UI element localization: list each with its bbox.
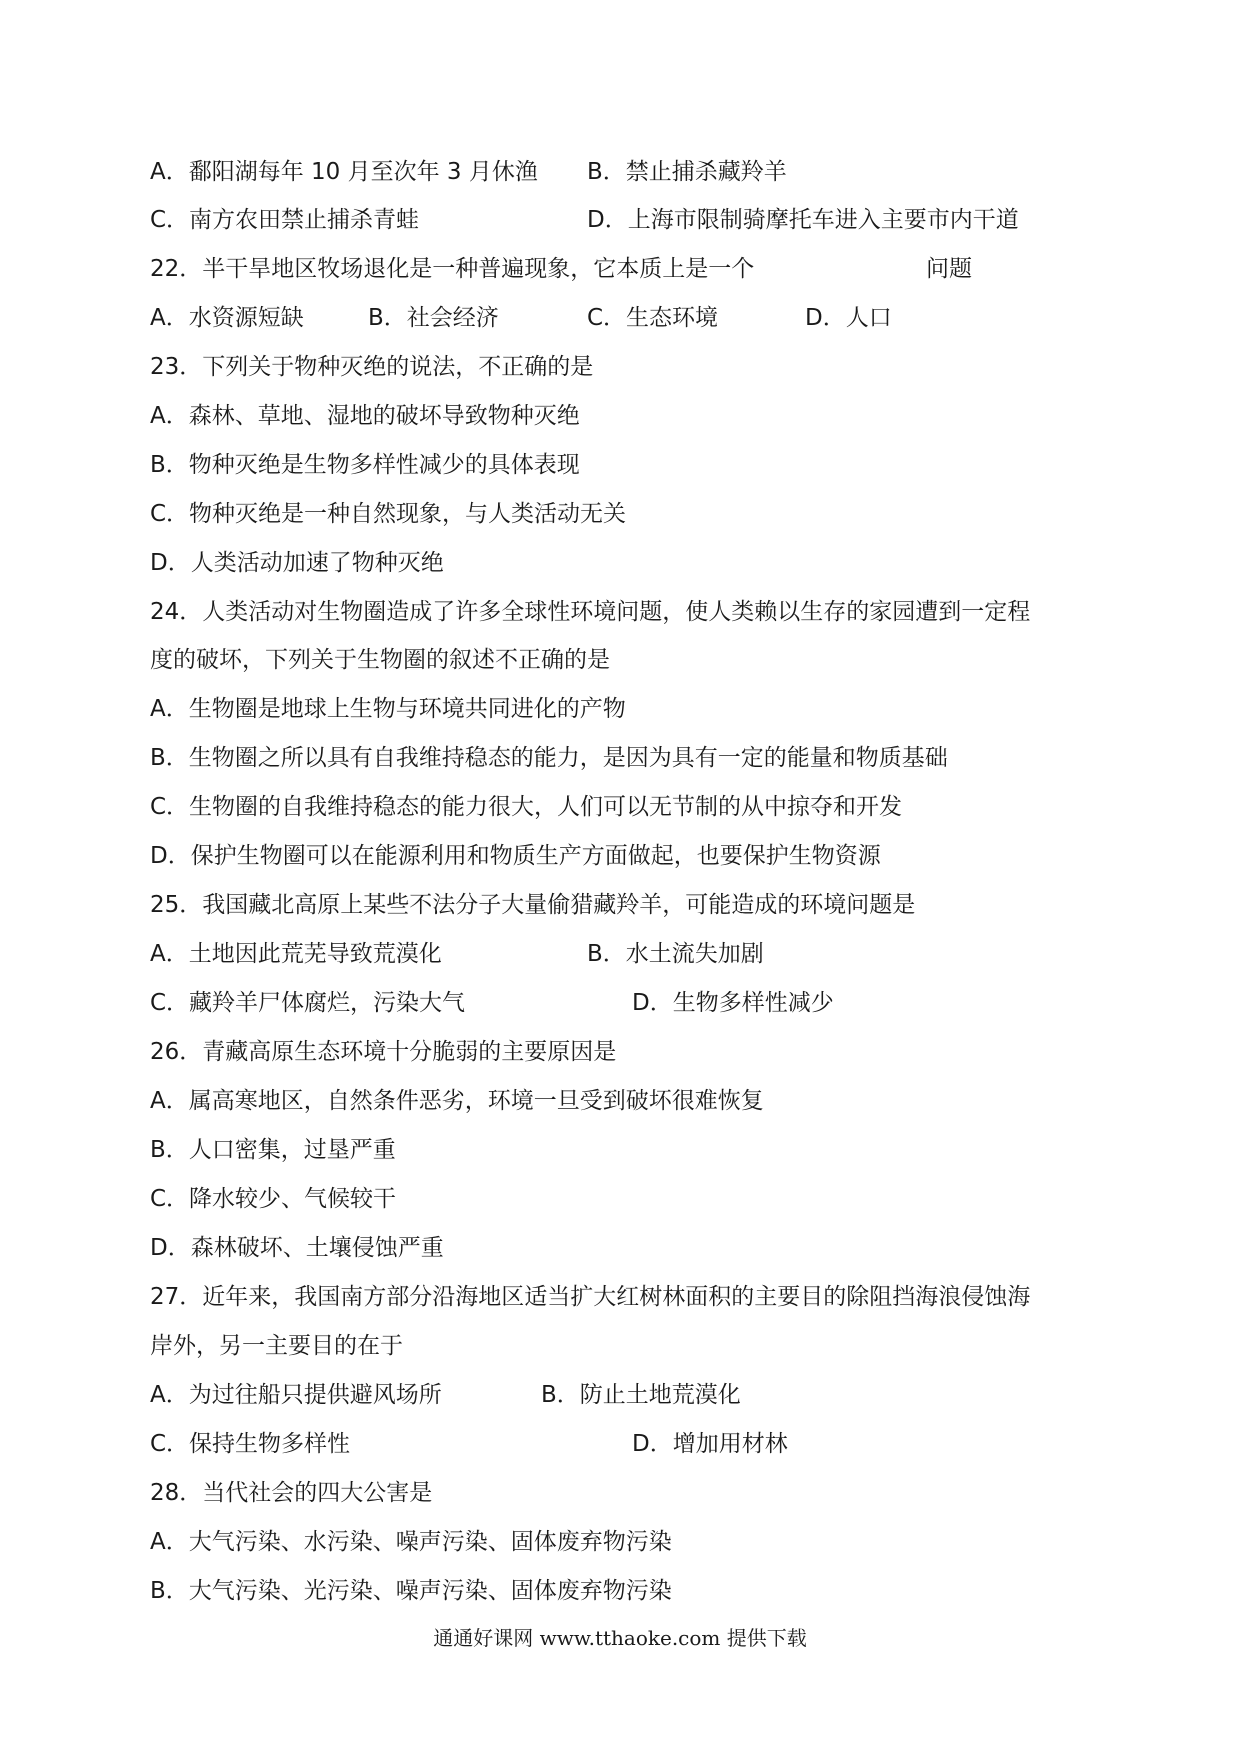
q24-option-b: B．生物圈之所以具有自我维持稳态的能力，是因为具有一定的能量和物质基础 <box>150 745 948 771</box>
q24-stem-line1: 24．人类活动对生物圈造成了许多全球性环境问题，使人类赖以生存的家园遭到一定程 <box>150 599 1031 625</box>
q24-option-c: C．生物圈的自我维持稳态的能力很大，人们可以无节制的从中掠夺和开发 <box>150 794 903 820</box>
q21-option-b: B．禁止捕杀藏羚羊 <box>587 159 787 185</box>
q21-option-d: D．上海市限制骑摩托车进入主要市内干道 <box>587 207 1019 233</box>
q26-option-d: D．森林破坏、土壤侵蚀严重 <box>150 1235 444 1261</box>
q25-option-b: B．水土流失加剧 <box>587 941 764 967</box>
q26-option-a: A．属高寒地区，自然条件恶劣，环境一旦受到破坏很难恢复 <box>150 1088 764 1114</box>
q22-option-a: A．水资源短缺 <box>150 305 304 331</box>
q27-option-a: A．为过往船只提供避风场所 <box>150 1382 442 1408</box>
q24-option-d: D．保护生物圈可以在能源利用和物质生产方面做起，也要保护生物资源 <box>150 843 881 869</box>
q27-option-c: C．保持生物多样性 <box>150 1431 351 1457</box>
q25-option-a: A．土地因此荒芜导致荒漠化 <box>150 941 442 967</box>
q23-option-b: B．物种灭绝是生物多样性减少的具体表现 <box>150 452 580 478</box>
q26-option-b: B．人口密集，过垦严重 <box>150 1137 396 1163</box>
q25-stem: 25．我国藏北高原上某些不法分子大量偷猎藏羚羊，可能造成的环境问题是 <box>150 892 916 918</box>
q22-option-d: D．人口 <box>805 305 892 331</box>
q22-stem-end: 问题 <box>926 256 972 282</box>
q24-option-a: A．生物圈是地球上生物与环境共同进化的产物 <box>150 696 626 722</box>
q28-stem: 28．当代社会的四大公害是 <box>150 1480 433 1506</box>
q23-stem: 23．下列关于物种灭绝的说法，不正确的是 <box>150 354 594 380</box>
q27-option-b: B．防止土地荒漠化 <box>541 1382 741 1408</box>
page-footer: 通通好课网 www.tthaoke.com 提供下载 <box>433 1626 807 1650</box>
q25-option-d: D．生物多样性减少 <box>632 990 834 1016</box>
q27-stem-line1: 27．近年来，我国南方部分沿海地区适当扩大红树林面积的主要目的除阻挡海浪侵蚀海 <box>150 1284 1031 1310</box>
q21-option-c: C．南方农田禁止捕杀青蛙 <box>150 207 420 233</box>
q26-stem: 26．青藏高原生态环境十分脆弱的主要原因是 <box>150 1039 617 1065</box>
q23-option-a: A．森林、草地、湿地的破坏导致物种灭绝 <box>150 403 580 429</box>
q23-option-d: D．人类活动加速了物种灭绝 <box>150 550 444 576</box>
q23-option-c: C．物种灭绝是一种自然现象，与人类活动无关 <box>150 501 627 527</box>
q28-option-b: B．大气污染、光污染、噪声污染、固体废弃物污染 <box>150 1578 672 1604</box>
q27-stem-line2: 岸外，另一主要目的在于 <box>150 1333 403 1359</box>
q21-option-a: A．鄱阳湖每年 10 月至次年 3 月休渔 <box>150 159 538 185</box>
q22-option-c: C．生态环境 <box>587 305 719 331</box>
q22-option-b: B．社会经济 <box>368 305 499 331</box>
q26-option-c: C．降水较少、气候较干 <box>150 1186 397 1212</box>
q22-stem: 22．半干旱地区牧场退化是一种普遍现象，它本质上是一个 <box>150 256 755 282</box>
q24-stem-line2: 度的破坏，下列关于生物圈的叙述不正确的是 <box>150 647 610 673</box>
q28-option-a: A．大气污染、水污染、噪声污染、固体废弃物污染 <box>150 1529 672 1555</box>
q25-option-c: C．藏羚羊尸体腐烂，污染大气 <box>150 990 466 1016</box>
q27-option-d: D．增加用材林 <box>632 1431 788 1457</box>
